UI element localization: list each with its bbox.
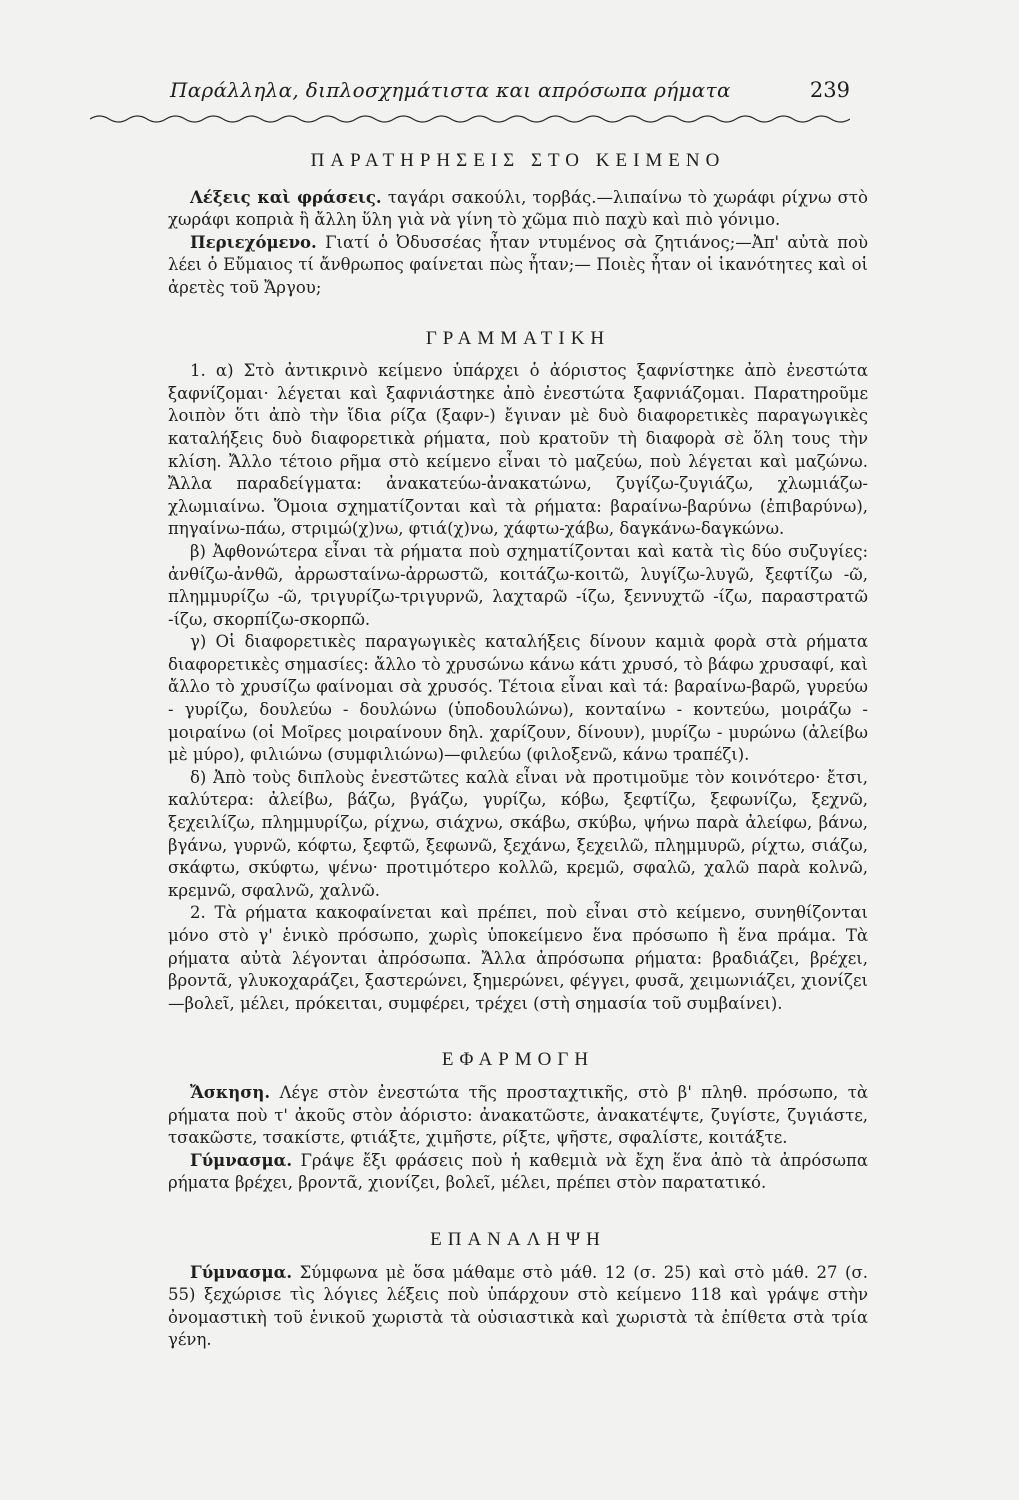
content-text: Γιατί ὁ Ὀδυσσέας ἦταν ντυμένος σὰ ζητιάνος;—Ἀπ' αὐτὰ ποὺ λέει ὁ Εὔμαιος τί ἄνθρωπος φαίνεται πὼς ἦταν;— Ποιὲς ἦταν οἱ ἱκανότητες καὶ οἱ ἀρετὲς τοῦ Ἄργου; xyxy=(168,232,868,297)
practice-gym-text: Γράψε ἔξι φράσεις ποὺ ἡ καθεμιὰ νὰ ἔχη ἕνα ἀπὸ τὰ ἀπρόσωπα ρήματα βρέχει, βροντᾶ, χιονίζει, βολεῖ, μέλει, πρέπει στὸν παρατατικό. xyxy=(168,1150,868,1193)
grammar-paragraph: β) Ἀφθονώτερα εἶναι τὰ ρήματα ποὺ σχηματίζονται καὶ κατὰ τὶς δύο συζυγίες: ἀνθίζω-ἀνθῶ, ἀρρωσταίνω-ἀρρωστῶ, κοιτάζω-κοιτῶ, λυγίζω-λυγῶ, ξεφτίζω -ῶ, πλημμυρίζω -ῶ, τριγυρίζω-τριγυρνῶ, λαχταρῶ -ίζω, ξεννυχτῶ -ίζω, παραστρατῶ -ίζω, σκορπίζω-σκορπῶ. xyxy=(168,541,868,629)
running-title: Παράλληλα, διπλοσχημάτιστα και απρόσωπα ρήματα xyxy=(170,78,731,102)
practice-exercise xyxy=(168,1082,868,1150)
notes-words xyxy=(168,187,868,232)
notes-heading: ΠΑΡΑΤΗΡΗΣΕΙΣ ΣΤΟ ΚΕΙΜΕΝΟ xyxy=(310,150,726,171)
grammar-paragraph: δ) Ἀπὸ τοὺς διπλοὺς ἐνεστῶτες καλὰ εἶναι νὰ προτιμοῦμε τὸν κοινότερο· ἔτσι, καλύτερα: ἀλείβω, βάζω, βγάζω, γυρίζω, κόβω, ξεφτίζω, ξεφωνίζω, ξεχνῶ, ξεχειλίζω, πλημμυρίζω, ρίχνω, σιάχνω, σκάβω, σκύβω, ψήνω παρὰ ἀλείφω, βάνω, βγάνω, γυρνῶ, κόφτω, ξεφτῶ, ξεφωνῶ, ξεχάνω, ξεχειλῶ, πλημμυρῶ, ρίχτω, σιάζω, σκάφτω, σκύφτω, ψένω· προτιμότερο κολλῶ, κρεμῶ, σφαλῶ, χαλῶ παρὰ κολνῶ, κρεμνῶ, σφαλνῶ, χαλνῶ. xyxy=(168,767,868,900)
review-gym xyxy=(168,1262,868,1352)
review-heading: ΕΠΑΝΑΛΗΨΗ xyxy=(430,1228,606,1250)
grammar-paragraph: 2. Τὰ ρήματα κακοφαίνεται καὶ πρέπει, ποὺ εἶναι στὸ κείμενο, συνηθίζονται μόνο στὸ γ' ἑνικὸ πρόσωπο, χωρὶς ὑποκείμενο ἕνα πρόσωπο ἢ ἕνα πράμα. Τὰ ρήματα αὐτὰ λέγονται ἀπρόσωπα. Ἄλλα ἀπρόσωπα ρήματα: βραδιάζει, βρέχει, βροντᾶ, γλυκοχαράζει, ξαστερώνει, ξημερώνει, φέγγει, φυσᾶ, χειμωνιάζει, χιονίζει—βολεῖ, μέλει, πρόκειται, συμφέρει, τρέχει (στὴ σημασία τοῦ συμβαίνει). xyxy=(168,903,868,1013)
words-label: Λέξεις καὶ φράσεις. xyxy=(190,187,382,207)
page-number: 239 xyxy=(809,78,850,102)
practice-gym xyxy=(168,1150,868,1195)
practice-gym-label: Γύμνασμα. xyxy=(190,1150,293,1170)
page-content xyxy=(168,150,868,1352)
grammar-paragraph: 1. α) Στὸ ἀντικρινὸ κείμενο ὑπάρχει ὁ ἀόριστος ξαφνίστηκε ἀπὸ ἐνεστώτα ξαφνίζομαι· λέγεται καὶ ξαφνιάστηκε ἀπὸ ἐνεστώτα ξαφνιάζομαι. Παρατηροῦμε λοιπὸν ὅτι ἀπὸ τὴν ἴδια ρίζα (ξαφν-) ἔγιναν μὲ δυὸ διαφορετικὲς παραγωγικὲς καταλήξεις δυὸ διαφορετικὰ ρήματα, ποὺ κρατοῦν τὴ διαφορὰ σὲ ὅλη τους τὴν κλίση. Ἄλλο τέτοιο ρῆμα στὸ κείμενο εἶναι τὸ μαζεύω, ποὺ λέγεται καὶ μαζώνω. Ἄλλα παραδείγματα: ἀνακατεύω-ἀνακατώνω, ζυγίζω-ζυγιάζω, χλωμιάζω-χλωμιαίνω. Ὅμοια σχηματίζονται καὶ τὰ ρήματα: βαραίνω-βαρύνω (ἐπιβαρύνω), πηγαίνω-πάω, στριμώ(χ)νω, φτιά(χ)νω, χάφτω-χάβω, δαγκάνω-δαγκώνω. xyxy=(168,361,868,539)
content-label: Περιεχόμενο. xyxy=(190,232,317,252)
wavy-rule xyxy=(90,108,850,130)
review-gym-text: Σύμφωνα μὲ ὅσα μάθαμε στὸ μάθ. 12 (σ. 25) καὶ στὸ μάθ. 27 (σ. 55) ξεχώρισε τὶς λόγιες λέξεις ποὺ ὑπάρχουν στὸ κείμενο 118 καὶ γράψε στὴν ὀνομαστικὴ τοῦ ἑνικοῦ χωριστὰ τὰ οὐσιαστικὰ καὶ χωριστὰ τὰ ἐπίθετα στὰ τρία γένη. xyxy=(168,1262,868,1350)
exercise-text: Λέγε στὸν ἐνεστώτα τῆς προσταχτικῆς, στὸ β' πληθ. πρόσωπο, τὰ ρήματα ποὺ τ' ἀκοῦς στὸν ἀόριστο: ἀνακατῶστε, ἀνακατέψτε, ζυγίστε, ζυγιάστε, τσακῶστε, τσακίστε, φτιάξτε, χιμῆστε, ρίξτε, ψῆστε, σφαλίστε, κοιτάξτε. xyxy=(168,1082,868,1148)
running-head xyxy=(170,78,850,102)
grammar-heading: ΓΡΑΜΜΑΤΙΚΗ xyxy=(425,327,611,349)
grammar-paragraph: γ) Οἱ διαφορετικὲς παραγωγικὲς καταλήξεις δίνουν καμιὰ φορὰ στὰ ρήματα διαφορετικὲς σημασίες: ἄλλο τὸ χρυσώνω κάνω κάτι χρυσό, τὸ βάφω χρυσαφί, καὶ ἄλλο τὸ χρυσίζω φαίνομαι σὰ χρυσός. Τέτοια εἶναι καὶ τά: βαραίνω-βαρῶ, γυρεύω - γυρίζω, δουλεύω - δουλώνω (ὑποδουλώνω), κονταίνω - κοντεύω, μοιράζω - μοιραίνω (οἱ Μοῖρες μοιραίνουν δηλ. χαρίζουν, δίνουν), μυρίζω - μυρώνω (ἀλείβω μὲ μύρο), φιλιώνω (συμφιλιώνω)—φιλεύω (φιλοξενῶ, κάνω τραπέζι). xyxy=(168,632,868,765)
practice-heading: ΕΦΑΡΜΟΓΗ xyxy=(441,1049,595,1071)
words-text: ταγάρι σακούλι, τορβάς.—λιπαίνω τὸ χωράφι ρίχνω στὸ χωράφι κοπριὰ ἢ ἄλλη ὕλη γιὰ νὰ γίνη τὸ χῶμα πιὸ παχὺ καὶ πιὸ γόνιμο. xyxy=(168,187,868,230)
notes-content xyxy=(168,232,868,300)
review-gym-label: Γύμνασμα. xyxy=(190,1262,293,1282)
exercise-label: Ἄσκηση. xyxy=(190,1082,271,1102)
